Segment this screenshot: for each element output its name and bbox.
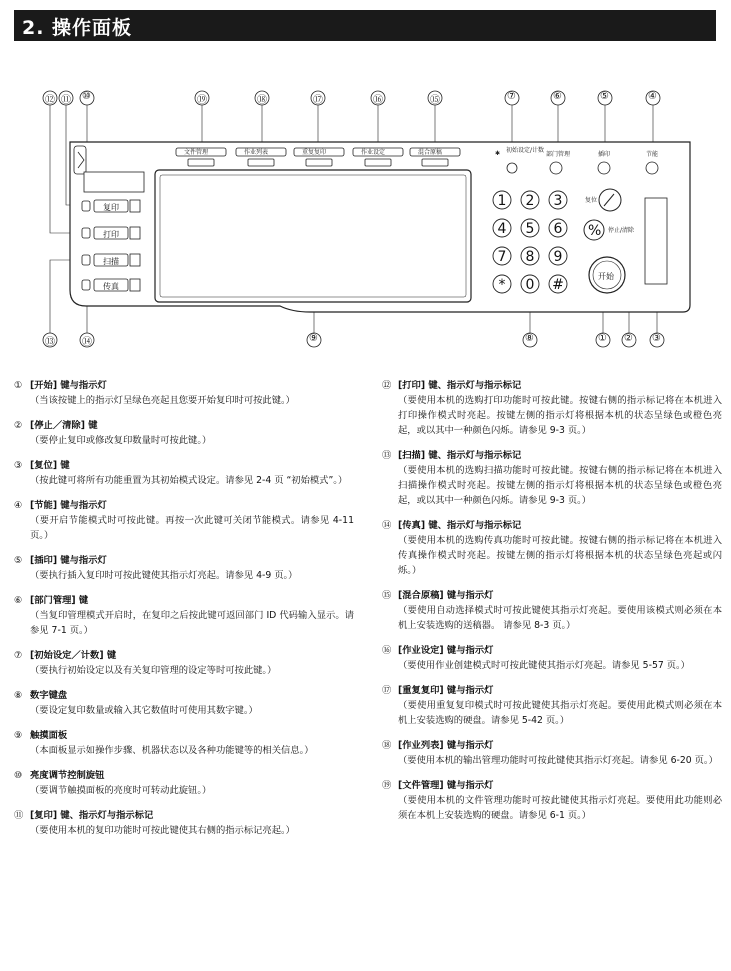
entry (382, 448, 722, 508)
entry-num: ④ (14, 500, 23, 511)
entry-body: （要使用本机的选购打印功能时可按此键。按键右侧的指示标记将在本机进入打印操作模式时亮起。按键左侧的指示灯将根据本机的状态呈绿色或橙色亮起，或以其中一种颜色闪烁。请参见 9-3 页。） (398, 395, 722, 436)
scan-key-label: 扫描 (103, 257, 119, 266)
entry (14, 458, 354, 488)
callout-4: ④ (648, 91, 657, 102)
entry-title: [复印] 键、指示灯与指示标记 (30, 810, 154, 821)
print-key-label: 打印 (103, 230, 119, 239)
entry-title: 亮度调节控制旋钮 (30, 770, 105, 781)
entry (382, 588, 722, 633)
entry-body: （当该按键上的指示灯呈绿色亮起且您要开始复印时可按此键。） (30, 395, 295, 406)
callout-15: ⑮ (430, 95, 440, 106)
energy-saver-label: 节能 (646, 151, 659, 158)
start-label: 开始 (598, 272, 614, 281)
init-count-label: 初始设定/计数 (506, 147, 545, 154)
entry-body: （要设定复印数量或输入其它数值时可使用其数字键。） (30, 705, 258, 716)
star-icon: ✱ (495, 150, 501, 157)
job-list-label: 作业列表 (244, 149, 269, 156)
entry-num: ⑮ (382, 590, 392, 601)
entry-num: ③ (14, 460, 23, 471)
operation-panel-diagram (0, 80, 731, 360)
entry-title: [部门管理] 键 (30, 595, 89, 606)
callout-3: ③ (652, 333, 661, 344)
entry-num: ⑥ (14, 595, 23, 606)
key-1: 1 (497, 193, 507, 209)
entry-title: [插印] 键与指示灯 (30, 555, 107, 566)
descriptions-right (382, 378, 722, 833)
callout-17: ⑰ (313, 95, 323, 106)
entry-num: ⑯ (382, 645, 392, 656)
key-hash: # (552, 277, 564, 293)
entry-num: ① (14, 380, 23, 391)
entry-title: [扫描] 键、指示灯与指示标记 (398, 450, 522, 461)
entry-title: [节能] 键与指示灯 (30, 500, 107, 511)
entry-num: ⑲ (382, 780, 392, 791)
fax-key-label: 传真 (103, 282, 119, 291)
interrupt-label: 插印 (598, 151, 611, 158)
entry-title: 数字键盘 (30, 690, 68, 701)
entry-title: [混合原稿] 键与指示灯 (398, 590, 494, 601)
entry-body: （要执行插入复印时可按此键使其指示灯亮起。请参见 4-9 页。） (30, 570, 298, 581)
entry (14, 648, 354, 678)
entry-title: [作业列表] 键与指示灯 (398, 740, 494, 751)
callout-1: ① (598, 333, 607, 344)
entry-body: （要使用重复复印模式时可按此键使其指示灯亮起。要使用此模式则必须在本机上安装选购的硬盘。请参见 5-42 页。） (398, 700, 722, 726)
entry-body: （要执行初始设定以及有关复印管理的设定等时可按此键。） (30, 665, 277, 676)
entry-body: （要使用本机的选购传真功能时可按此键。按键右侧的指示标记将在本机进入传真操作模式时亮起。按键左侧的指示灯将根据本机的状态呈绿色亮起或闪烁。） (398, 535, 722, 576)
callout-16: ⑯ (373, 95, 383, 106)
entry-body: （要使用本机的文件管理功能时可按此键使其指示灯亮起。要使用此功能则必须在本机上安装选购的硬盘。请参见 6-1 页。） (398, 795, 722, 821)
descriptions-left (14, 378, 354, 848)
entry (14, 418, 354, 448)
entry-title: [重复复印] 键与指示灯 (398, 685, 494, 696)
callout-18: ⑱ (257, 95, 267, 106)
key-star: * (498, 277, 506, 293)
entry-title: [停止／清除] 键 (30, 420, 98, 431)
callout-7: ⑦ (507, 91, 516, 102)
callout-labels (0, 80, 731, 360)
entry-body: （按此键可将所有功能重置为其初始模式设定。请参见 2-4 页 “初始模式”。） (30, 475, 348, 486)
entry-num: ⑧ (14, 690, 23, 701)
callout-8: ⑧ (525, 333, 534, 344)
entry (14, 553, 354, 583)
entry (14, 593, 354, 638)
callout-11: ⑪ (61, 95, 71, 106)
entry-body: （本面板显示如操作步骤、机器状态以及各种功能键等的相关信息。） (30, 745, 314, 756)
key-7: 7 (497, 249, 507, 265)
entry-body: （要停止复印或修改复印数量时可按此键。） (30, 435, 212, 446)
callout-5: ⑤ (600, 91, 609, 102)
entry-title: [作业设定] 键与指示灯 (398, 645, 494, 656)
callout-6: ⑥ (553, 91, 562, 102)
key-5: 5 (525, 221, 535, 237)
key-2: 2 (525, 193, 535, 209)
entry (14, 728, 354, 758)
entry (14, 768, 354, 798)
dept-management-label: 部门管理 (546, 151, 571, 158)
entry-title: [文件管理] 键与指示灯 (398, 780, 494, 791)
reset-label: 复位 (585, 197, 598, 204)
entry-body: （要使用本机的输出管理功能时可按此键使其指示灯亮起。请参见 6-20 页。） (398, 755, 718, 766)
entry (382, 518, 722, 578)
key-8: 8 (525, 249, 535, 265)
entry-num: ⑩ (14, 770, 23, 781)
callout-10: ⑩ (82, 91, 91, 102)
entry (382, 778, 722, 823)
entry-title: [传真] 键、指示灯与指示标记 (398, 520, 522, 531)
key-4: 4 (497, 221, 507, 237)
callout-12: ⑫ (45, 95, 55, 106)
svg-text:%: % (588, 223, 602, 239)
entry-title: [复位] 键 (30, 460, 70, 471)
entry (382, 683, 722, 728)
key-6: 6 (553, 221, 563, 237)
entry-num: ⑤ (14, 555, 23, 566)
entry-body: （要开启节能模式时可按此键。再按一次此键可关闭节能模式。请参见 4-11 页。） (30, 515, 354, 541)
callout-2: ② (624, 333, 633, 344)
entry-num: ⑪ (14, 810, 24, 821)
entry-body: （要使用本机的复印功能时可按此键使其右侧的指示标记亮起。） (30, 825, 295, 836)
entry-title: [打印] 键、指示灯与指示标记 (398, 380, 522, 391)
callout-13: ⑬ (45, 337, 55, 348)
repeat-copy-label: 重复复印 (302, 149, 327, 156)
mixed-original-label: 混合原稿 (418, 149, 443, 156)
entry-num: ⑫ (382, 380, 392, 391)
copy-key-label: 复印 (103, 203, 119, 212)
entry-title: 触摸面板 (30, 730, 68, 741)
entry (14, 378, 354, 408)
entry-num: ② (14, 420, 23, 431)
entry (382, 643, 722, 673)
key-3: 3 (553, 193, 563, 209)
entry-num: ⑱ (382, 740, 392, 751)
entry (382, 378, 722, 438)
entry-num: ⑨ (14, 730, 23, 741)
entry-title: [开始] 键与指示灯 (30, 380, 107, 391)
key-9: 9 (553, 249, 563, 265)
callout-9: ⑨ (309, 333, 318, 344)
entry-num: ⑬ (382, 450, 392, 461)
entry (382, 738, 722, 768)
page-title: 2. 操作面板 (14, 10, 716, 41)
entry-body: （当复印管理模式开启时，在复印之后按此键可返回部门 ID 代码输入显示。请参见 7-1 页。） (30, 610, 354, 636)
entry (14, 808, 354, 838)
entry (14, 688, 354, 718)
stop-clear-label: 停止/清除 (608, 227, 635, 234)
entry (14, 498, 354, 543)
key-0: 0 (525, 277, 535, 293)
callout-19: ⑲ (197, 95, 207, 106)
entry-num: ⑰ (382, 685, 392, 696)
file-management-label: 文件管理 (184, 149, 209, 156)
callout-14: ⑭ (82, 337, 92, 348)
entry-body: （要使用本机的选购扫描功能时可按此键。按键右侧的指示标记将在本机进入扫描操作模式时亮起。按键左侧的指示灯将根据本机的状态呈绿色或橙色亮起，或以其中一种颜色闪烁。请参见 9-3 页。） (398, 465, 722, 506)
entry-body: （要调节触摸面板的亮度时可转动此旋钮。） (30, 785, 212, 796)
entry-num: ⑭ (382, 520, 392, 531)
entry-num: ⑦ (14, 650, 23, 661)
job-setting-label: 作业设定 (361, 149, 386, 156)
entry-body: （要使用作业创建模式时可按此键使其指示灯亮起。请参见 5-57 页。） (398, 660, 690, 671)
entry-title: [初始设定／计数] 键 (30, 650, 117, 661)
entry-body: （要使用自动选择模式时可按此键使其指示灯亮起。要使用该模式则必须在本机上安装选购的送稿器。 请参见 8-3 页。） (398, 605, 722, 631)
